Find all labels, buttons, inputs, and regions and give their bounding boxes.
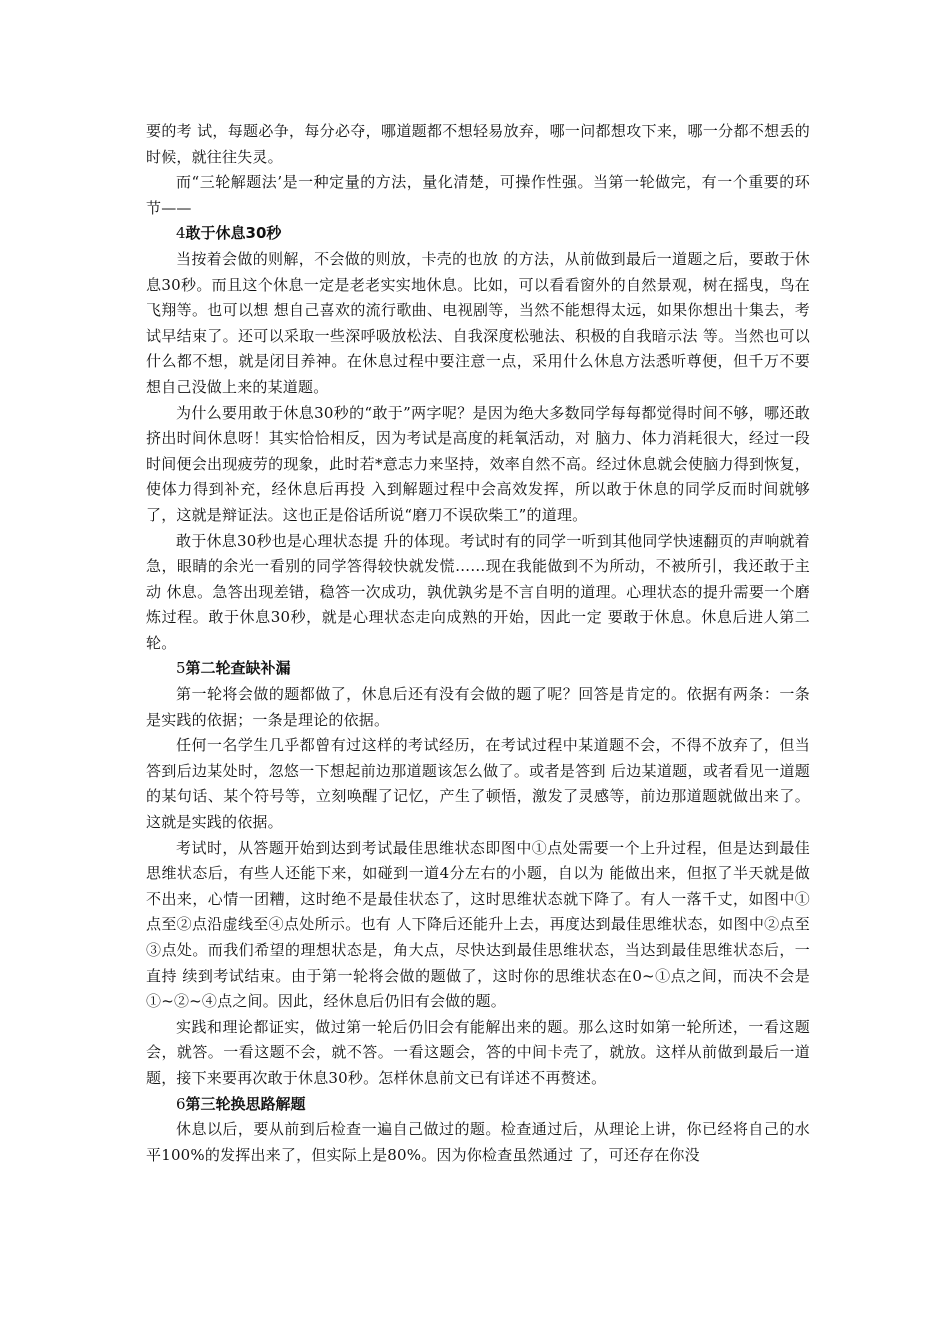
section-title: 第三轮换思路解题 xyxy=(185,1094,306,1113)
paragraph: 敢于休息30秒也是心理状态提 升的体现。考试时有的同学一听到其他同学快速翻页的声响就着急，眼睛的余光一看别的同学答得较快就发慌……现在我能做到不为所动，不被所引，我还敢于主动 休息。急答出现差错，稳答一次成功，孰优孰劣是不言自明的道理。心理状态的提升需要一个磨炼过程。敢于休息30秒，就是心理状态走向成熟的开始，因此一定 要敢于休息。休息后进人第二轮。 xyxy=(146,531,810,652)
paragraph: 考试时，从答题开始到达到考试最佳思维状态即图中①点处需要一个上升过程，但是达到最佳思维状态后，有些人还能下来，如碰到一道4分左右的小题，自以为 能做出来，但抠了半天就是做不出来，心情一团糟，这时绝不是最佳状态了，这时思维状态就下降了。有人一落千丈，如图中①点至②点沿虚线至④点处所示。也有 人下降后还能升上去，再度达到最佳思维状态，如图中②点至③点处。而我们希望的理想状态是，角大点，尽快达到最佳思维状态，当达到最佳思维状态后，一直持 续到考试结束。由于第一轮将会做的题做了，这时你的思维状态在0~①点之间，而决不会是①~②~④点之间。因此，经休息后仍旧有会做的题。 xyxy=(146,838,810,1011)
section-number: 5 xyxy=(176,659,186,678)
paragraph: 第一轮将会做的题都做了，休息后还有没有会做的题了呢？回答是肯定的。依据有两条：一条是实践的依据；一条是理论的依据。 xyxy=(146,685,810,729)
paragraph-intro-continuation: 要的考 试，每题必争，每分必夺，哪道题都不想轻易放弃，哪一问都想攻下来，哪一分都不想丢的时候，就往往失灵。 xyxy=(146,122,810,166)
paragraph-three-round-method: 而“三轮解题法’是一种定量的方法，量化清楚，可操作性强。当第一轮做完，有一个重要的环节—— xyxy=(146,173,810,217)
paragraph: 当按着会做的则解，不会做的则放，卡壳的也放 的方法，从前做到最后一道题之后，要敢于休息30秒。而且这个休息一定是老老实实地休息。比如，可以看看窗外的自然景观，树在摇曳，鸟在飞翔等。也可以想 想自己喜欢的流行歌曲、电视剧等，当然不能想得太远，如果你想出十集去，考试早结束了。还可以采取一些深呼吸放松法、自我深度松驰法、积极的自我暗示法 等。当然也可以什么都不想，就是闭目养神。在休息过程中要注意一点，采用什么休息方法悉听尊便，但千万不要想自己没做上来的某道题。 xyxy=(146,249,810,396)
paragraph: 为什么要用敢于休息30秒的“敢于”两字呢？是因为绝大多数同学每每都觉得时间不够，哪还敢挤出时间休息呀！其实恰恰相反，因为考试是高度的耗氧活动，对 脑力、体力消耗很大，经过一段时间便会出现疲劳的现象，此时若*意志力来坚持，效率自然不高。经过休息就会使脑力得到恢复，使体力得到补充，经休息后再投 入到解题过程中会高效发挥，所以敢于休息的同学反而时间就够了，这就是辩证法。这也正是俗话所说“磨刀不误砍柴工”的道理。 xyxy=(146,403,810,524)
section-title: 敢于休息30秒 xyxy=(185,224,282,243)
section-heading-5 xyxy=(146,656,810,682)
paragraph: 任何一名学生几乎都曾有过这样的考试经历，在考试过程中某道题不会，不得不放弃了，但当答到后边某处时，忽悠一下想起前边那道题该怎么做了。或者是答到 后边某道题，或者看见一道题的某句话、某个符号等，立刻唤醒了记忆，产生了顿悟，激发了灵感等，前边那道题就做出来了。这就是实践的依据。 xyxy=(146,736,810,832)
paragraph: 休息以后，要从前到后检查一遍自己做过的题。检查通过后，从理论上讲，你已经将自己的水平100%的发挥出来了，但实际上是80%。因为你检查虽然通过 了，可还存在你没 xyxy=(146,1120,810,1164)
section-heading-4 xyxy=(146,221,810,247)
document-page xyxy=(146,119,810,1168)
section-heading-6 xyxy=(146,1092,810,1118)
section-title: 第二轮查缺补漏 xyxy=(185,659,291,678)
paragraph: 实践和理论都证实，做过第一轮后仍旧会有能解出来的题。那么这时如第一轮所述，一看这题会，就答。一看这题不会，就不答。一看这题会，答的中间卡壳了，就放。这样从前做到最后一道题，接下来要再次敢于休息30秒。怎样休息前文已有详述不再赘述。 xyxy=(146,1017,810,1087)
section-number: 4 xyxy=(176,224,186,243)
section-number: 6 xyxy=(176,1094,186,1113)
